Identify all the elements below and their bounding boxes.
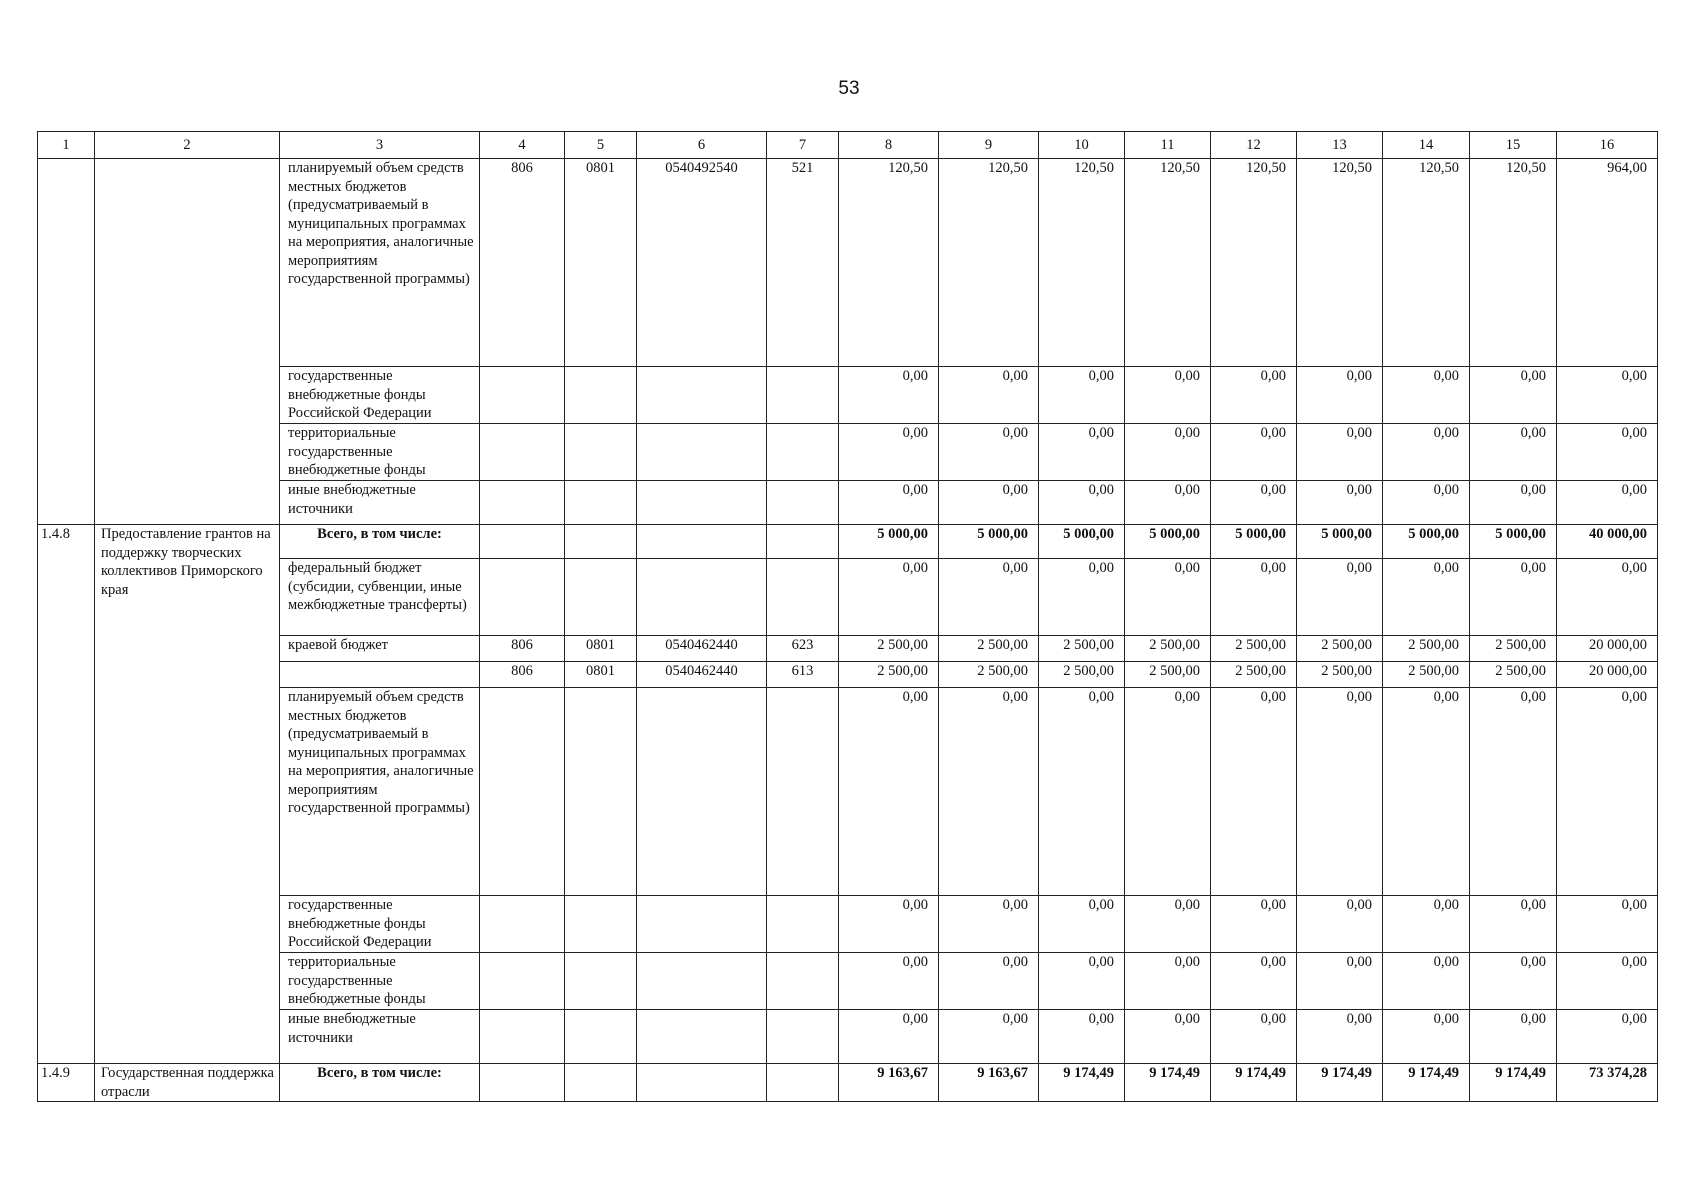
cell-value: 2 500,00	[1039, 636, 1125, 662]
table-row	[38, 424, 1658, 481]
section-number: 1.4.8	[38, 525, 95, 1064]
column-header: 5	[565, 132, 637, 159]
cell-code-expense	[767, 559, 839, 636]
column-header: 12	[1211, 132, 1297, 159]
cell-value: 0,00	[1125, 896, 1211, 953]
cell-value: 2 500,00	[1125, 662, 1211, 688]
cell-value: 120,50	[1297, 159, 1383, 367]
cell-value: 0,00	[1470, 481, 1557, 525]
cell-code-grbs	[480, 688, 565, 896]
cell-code-grbs	[480, 1010, 565, 1064]
cell-value: 120,50	[1039, 159, 1125, 367]
cell-code-grbs: 806	[480, 662, 565, 688]
cell-code-expense: 613	[767, 662, 839, 688]
cell-code-section	[565, 367, 637, 424]
cell-code-grbs	[480, 953, 565, 1010]
cell-total-value: 9 163,67	[839, 1064, 939, 1102]
cell-value: 0,00	[1125, 688, 1211, 896]
cell-value: 2 500,00	[1125, 636, 1211, 662]
cell-value: 2 500,00	[1039, 662, 1125, 688]
cell-value: 0,00	[1470, 424, 1557, 481]
cell-value: 2 500,00	[1211, 662, 1297, 688]
cell-value: 0,00	[1211, 688, 1297, 896]
cell-value: 0,00	[939, 953, 1039, 1010]
cell-value: 0,00	[1039, 367, 1125, 424]
cell-code-expense	[767, 367, 839, 424]
table-row	[38, 896, 1658, 953]
cell-value: 0,00	[1125, 481, 1211, 525]
cell-total-value: 40 000,00	[1557, 525, 1658, 559]
cell-value: 0,00	[1211, 367, 1297, 424]
column-header: 9	[939, 132, 1039, 159]
cell-value: 0,00	[1125, 953, 1211, 1010]
row-description: иные внебюджетные источники	[280, 481, 480, 525]
cell-empty	[767, 525, 839, 559]
cell-value: 0,00	[1297, 688, 1383, 896]
cell-value: 0,00	[1125, 424, 1211, 481]
column-header: 8	[839, 132, 939, 159]
section-total-row	[38, 525, 1658, 559]
cell-total-value: 9 174,49	[1211, 1064, 1297, 1102]
cell-value: 0,00	[939, 367, 1039, 424]
cell-value: 0,00	[1383, 896, 1470, 953]
table-row	[38, 559, 1658, 636]
cell-value: 0,00	[1039, 481, 1125, 525]
row-description: иные внебюджетные источники	[280, 1010, 480, 1064]
cell-code-target	[637, 688, 767, 896]
cell-code-section	[565, 1010, 637, 1064]
cell-total-value: 5 000,00	[1125, 525, 1211, 559]
cell-value: 0,00	[1211, 481, 1297, 525]
cell-value: 20 000,00	[1557, 662, 1658, 688]
cell-total-value: 9 174,49	[1125, 1064, 1211, 1102]
cell-code-target	[637, 953, 767, 1010]
column-header: 11	[1125, 132, 1211, 159]
cell-total-value: 5 000,00	[839, 525, 939, 559]
cell-value: 0,00	[839, 953, 939, 1010]
cell-value: 0,00	[1297, 424, 1383, 481]
cell-value: 0,00	[1297, 367, 1383, 424]
section-total-row	[38, 1064, 1658, 1102]
cell-value: 2 500,00	[1297, 636, 1383, 662]
row-description	[280, 662, 480, 688]
cell-total-value: 9 163,67	[939, 1064, 1039, 1102]
cell-value: 0,00	[1557, 559, 1658, 636]
table-row	[38, 481, 1658, 525]
cell-value: 0,00	[1211, 953, 1297, 1010]
cell-code-section	[565, 481, 637, 525]
cell-value: 0,00	[839, 367, 939, 424]
cell-total-value: 9 174,49	[1297, 1064, 1383, 1102]
table-row	[38, 1010, 1658, 1064]
cell-value: 0,00	[939, 424, 1039, 481]
cell-num-empty	[38, 159, 95, 525]
section-number: 1.4.9	[38, 1064, 95, 1102]
cell-value: 120,50	[939, 159, 1039, 367]
column-header: 6	[637, 132, 767, 159]
table-row	[38, 636, 1658, 662]
cell-code-target: 0540462440	[637, 636, 767, 662]
cell-value: 0,00	[1383, 367, 1470, 424]
cell-code-expense: 521	[767, 159, 839, 367]
cell-value: 0,00	[1297, 559, 1383, 636]
cell-value: 0,00	[1557, 424, 1658, 481]
cell-code-expense	[767, 481, 839, 525]
cell-value: 0,00	[1211, 424, 1297, 481]
cell-code-expense	[767, 1010, 839, 1064]
cell-value: 0,00	[1470, 688, 1557, 896]
cell-code-section	[565, 896, 637, 953]
total-label: Всего, в том числе:	[280, 525, 480, 559]
cell-value: 120,50	[1470, 159, 1557, 367]
cell-empty	[480, 525, 565, 559]
cell-code-section: 0801	[565, 662, 637, 688]
cell-value: 0,00	[1211, 1010, 1297, 1064]
cell-total-value: 5 000,00	[939, 525, 1039, 559]
cell-title-empty	[95, 159, 280, 525]
cell-value: 0,00	[1297, 896, 1383, 953]
section-title: Государственная поддержка отрасли	[95, 1064, 280, 1102]
cell-value: 0,00	[1211, 559, 1297, 636]
row-description: государственные внебюджетные фонды Российской Федерации	[280, 896, 480, 953]
cell-value: 0,00	[1125, 559, 1211, 636]
row-description: краевой бюджет	[280, 636, 480, 662]
total-label: Всего, в том числе:	[280, 1064, 480, 1102]
header-row	[38, 132, 1658, 159]
cell-value: 120,50	[839, 159, 939, 367]
cell-value: 0,00	[939, 688, 1039, 896]
table-row	[38, 688, 1658, 896]
cell-empty	[767, 1064, 839, 1102]
column-header: 10	[1039, 132, 1125, 159]
table-row	[38, 662, 1658, 688]
column-header: 16	[1557, 132, 1658, 159]
column-header: 7	[767, 132, 839, 159]
cell-total-value: 9 174,49	[1039, 1064, 1125, 1102]
table-row	[38, 953, 1658, 1010]
cell-value: 2 500,00	[839, 662, 939, 688]
row-description: планируемый объем средств местных бюджетов (предусматриваемый в муниципальных программах на мероприятия, аналогичные мероприятиям государственной программы)	[280, 159, 480, 367]
cell-value: 0,00	[1039, 1010, 1125, 1064]
cell-value: 0,00	[1039, 559, 1125, 636]
cell-value: 0,00	[1470, 953, 1557, 1010]
column-header: 15	[1470, 132, 1557, 159]
cell-value: 0,00	[1211, 896, 1297, 953]
cell-value: 2 500,00	[1470, 662, 1557, 688]
cell-value: 0,00	[1039, 953, 1125, 1010]
column-header: 14	[1383, 132, 1470, 159]
cell-code-grbs: 806	[480, 159, 565, 367]
cell-code-target: 0540492540	[637, 159, 767, 367]
cell-value: 0,00	[1470, 559, 1557, 636]
column-header: 3	[280, 132, 480, 159]
cell-value: 2 500,00	[1211, 636, 1297, 662]
cell-code-grbs	[480, 896, 565, 953]
cell-value: 120,50	[1211, 159, 1297, 367]
cell-total-value: 5 000,00	[1039, 525, 1125, 559]
cell-code-grbs	[480, 424, 565, 481]
column-header: 2	[95, 132, 280, 159]
cell-value: 120,50	[1125, 159, 1211, 367]
cell-value: 0,00	[1297, 1010, 1383, 1064]
cell-code-expense	[767, 896, 839, 953]
cell-value: 0,00	[1383, 424, 1470, 481]
cell-value: 0,00	[1383, 481, 1470, 525]
cell-value: 0,00	[1039, 896, 1125, 953]
cell-value: 0,00	[1383, 953, 1470, 1010]
cell-code-grbs	[480, 481, 565, 525]
cell-value: 0,00	[1557, 896, 1658, 953]
cell-value: 2 500,00	[939, 662, 1039, 688]
cell-code-expense	[767, 424, 839, 481]
cell-code-expense	[767, 953, 839, 1010]
cell-code-section	[565, 953, 637, 1010]
row-description: федеральный бюджет (субсидии, субвенции, иные межбюджетные трансферты)	[280, 559, 480, 636]
cell-value: 0,00	[1470, 896, 1557, 953]
cell-value: 0,00	[1125, 367, 1211, 424]
table-row	[38, 367, 1658, 424]
cell-value: 0,00	[1557, 1010, 1658, 1064]
cell-value: 0,00	[839, 1010, 939, 1064]
cell-value: 0,00	[839, 688, 939, 896]
column-header: 1	[38, 132, 95, 159]
cell-code-target	[637, 424, 767, 481]
column-header: 13	[1297, 132, 1383, 159]
cell-value: 2 500,00	[939, 636, 1039, 662]
cell-value: 0,00	[939, 559, 1039, 636]
section-title: Предоставление грантов на поддержку творческих коллективов Приморского края	[95, 525, 280, 1064]
cell-value: 0,00	[839, 559, 939, 636]
cell-empty	[565, 525, 637, 559]
cell-value: 0,00	[1470, 1010, 1557, 1064]
cell-value: 2 500,00	[1470, 636, 1557, 662]
cell-code-target	[637, 1010, 767, 1064]
cell-code-target	[637, 367, 767, 424]
cell-value: 0,00	[939, 481, 1039, 525]
cell-value: 0,00	[839, 896, 939, 953]
cell-value: 0,00	[939, 1010, 1039, 1064]
column-header: 4	[480, 132, 565, 159]
cell-total-value: 73 374,28	[1557, 1064, 1658, 1102]
cell-value: 0,00	[1557, 367, 1658, 424]
cell-total-value: 5 000,00	[1470, 525, 1557, 559]
cell-value: 0,00	[839, 481, 939, 525]
cell-code-section	[565, 688, 637, 896]
cell-code-grbs: 806	[480, 636, 565, 662]
cell-code-expense	[767, 688, 839, 896]
cell-total-value: 5 000,00	[1211, 525, 1297, 559]
cell-value: 964,00	[1557, 159, 1658, 367]
row-description: территориальные государственные внебюджетные фонды	[280, 424, 480, 481]
cell-value: 0,00	[1470, 367, 1557, 424]
cell-empty	[637, 525, 767, 559]
cell-code-section: 0801	[565, 159, 637, 367]
cell-code-grbs	[480, 559, 565, 636]
cell-code-section	[565, 559, 637, 636]
cell-empty	[637, 1064, 767, 1102]
cell-value: 0,00	[1557, 953, 1658, 1010]
cell-value: 0,00	[1383, 688, 1470, 896]
cell-code-target	[637, 559, 767, 636]
cell-empty	[565, 1064, 637, 1102]
cell-value: 2 500,00	[1383, 662, 1470, 688]
row-description: территориальные государственные внебюджетные фонды	[280, 953, 480, 1010]
cell-value: 0,00	[939, 896, 1039, 953]
budget-table	[37, 131, 1658, 1102]
cell-code-expense: 623	[767, 636, 839, 662]
cell-value: 2 500,00	[839, 636, 939, 662]
row-description: государственные внебюджетные фонды Российской Федерации	[280, 367, 480, 424]
cell-total-value: 5 000,00	[1383, 525, 1470, 559]
cell-value: 0,00	[1557, 481, 1658, 525]
cell-value: 0,00	[1039, 688, 1125, 896]
cell-code-section: 0801	[565, 636, 637, 662]
cell-value: 120,50	[1383, 159, 1470, 367]
cell-value: 2 500,00	[1383, 636, 1470, 662]
cell-empty	[480, 1064, 565, 1102]
table-row	[38, 159, 1658, 367]
cell-value: 0,00	[1125, 1010, 1211, 1064]
cell-value: 0,00	[1297, 953, 1383, 1010]
cell-code-target: 0540462440	[637, 662, 767, 688]
cell-total-value: 5 000,00	[1297, 525, 1383, 559]
cell-value: 0,00	[1557, 688, 1658, 896]
cell-value: 0,00	[1297, 481, 1383, 525]
cell-value: 0,00	[1383, 1010, 1470, 1064]
row-description: планируемый объем средств местных бюджетов (предусматриваемый в муниципальных программах на мероприятия, аналогичные мероприятиям государственной программы)	[280, 688, 480, 896]
cell-code-target	[637, 481, 767, 525]
cell-code-grbs	[480, 367, 565, 424]
cell-value: 20 000,00	[1557, 636, 1658, 662]
cell-value: 0,00	[839, 424, 939, 481]
cell-code-target	[637, 896, 767, 953]
cell-total-value: 9 174,49	[1383, 1064, 1470, 1102]
cell-total-value: 9 174,49	[1470, 1064, 1557, 1102]
page-number: 53	[838, 78, 860, 99]
cell-value: 2 500,00	[1297, 662, 1383, 688]
cell-code-section	[565, 424, 637, 481]
cell-value: 0,00	[1383, 559, 1470, 636]
cell-value: 0,00	[1039, 424, 1125, 481]
